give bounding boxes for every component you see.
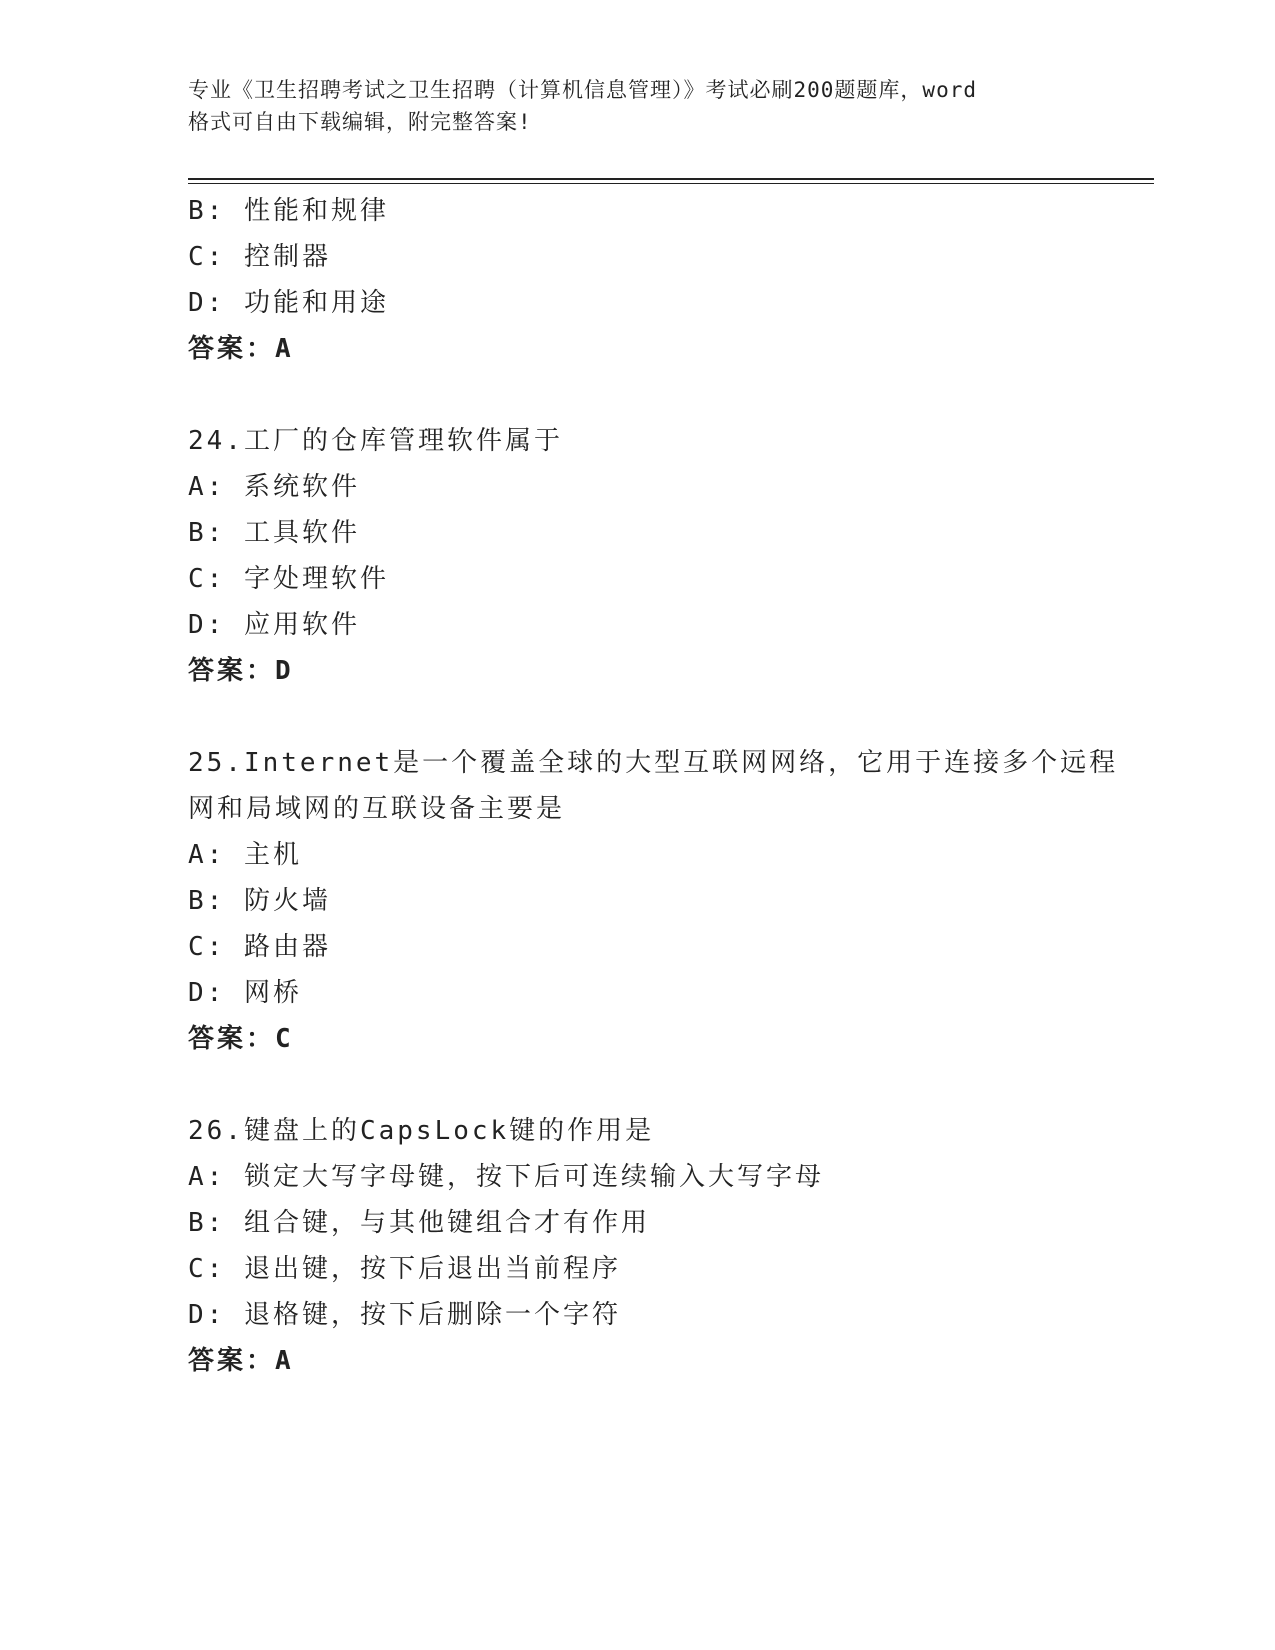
answer-line: 答案：D	[188, 656, 294, 686]
option-a: A: 系统软件	[188, 472, 360, 502]
header-line-1: 专业《卫生招聘考试之卫生招聘（计算机信息管理）》考试必刷200题题库，word	[188, 78, 977, 102]
document-header	[188, 74, 1088, 138]
answer-line: 答案：A	[188, 1346, 294, 1376]
option-a: A: 锁定大写字母键，按下后可连续输入大写字母	[188, 1162, 824, 1192]
option-b: B: 组合键，与其他键组合才有作用	[188, 1208, 650, 1238]
option-d: D: 退格键，按下后删除一个字符	[188, 1300, 621, 1330]
option-a: A: 主机	[188, 840, 302, 870]
answer-line: 答案：C	[188, 1024, 294, 1054]
option-c: C: 字处理软件	[188, 564, 389, 594]
question-text-line-1: 25.Internet是一个覆盖全球的大型互联网网络，它用于连接多个远程	[188, 748, 1119, 778]
question-23-continued	[188, 188, 1108, 372]
option-b: B: 性能和规律	[188, 196, 389, 226]
answer-line: 答案：A	[188, 334, 294, 364]
spacer	[188, 1062, 1108, 1108]
option-c: C: 退出键，按下后退出当前程序	[188, 1254, 621, 1284]
option-d: D: 网桥	[188, 978, 302, 1008]
question-text: 24.工厂的仓库管理软件属于	[188, 426, 563, 456]
spacer	[188, 372, 1108, 418]
option-c: C: 路由器	[188, 932, 331, 962]
option-b: B: 工具软件	[188, 518, 360, 548]
option-d: D: 应用软件	[188, 610, 360, 640]
spacer	[188, 694, 1108, 740]
header-divider-thin	[188, 183, 1154, 184]
question-24	[188, 418, 1108, 694]
header-divider-thick	[188, 178, 1154, 180]
option-c: C: 控制器	[188, 242, 331, 272]
question-text: 26.键盘上的CapsLock键的作用是	[188, 1116, 655, 1146]
option-b: B: 防火墙	[188, 886, 331, 916]
header-line-2: 格式可自由下载编辑，附完整答案!	[188, 110, 532, 134]
document-body	[188, 188, 1119, 1384]
question-25	[188, 740, 1119, 1062]
question-26	[188, 1108, 1108, 1384]
option-d: D: 功能和用途	[188, 288, 389, 318]
question-text-line-2: 网和局域网的互联设备主要是	[188, 794, 566, 824]
